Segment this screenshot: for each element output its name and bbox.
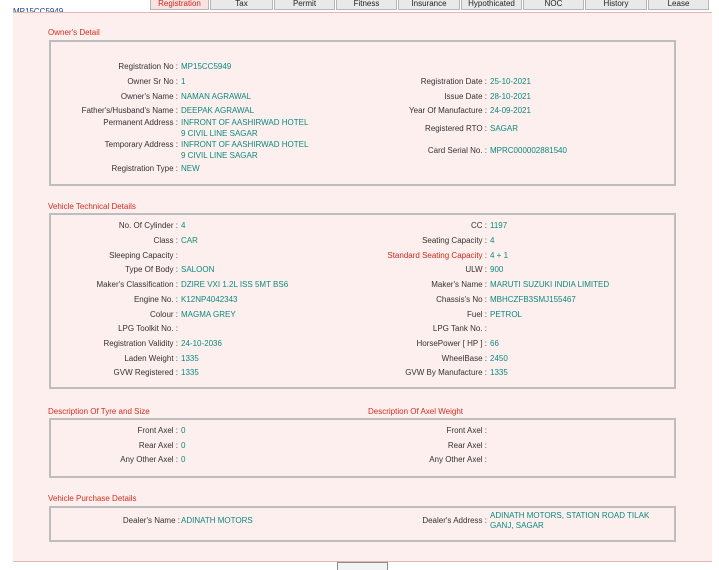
axel-field-label-0: Front Axel : [446, 426, 487, 435]
axel-field-label-2: Any Other Axel : [429, 455, 487, 464]
tech-field-value-8: 24-10-2036 [181, 339, 222, 348]
tech-field-label-5: Engine No. : [133, 295, 178, 304]
owner-field-right-value-4: MPRC000002881540 [490, 146, 567, 155]
tech-field-right-label-6: Fuel : [466, 310, 487, 319]
owner-field-value-4: INFRONT OF AASHIRWAD HOTEL [181, 118, 309, 127]
tech-field-right-value-6: PETROL [490, 310, 523, 319]
tech-field-right-label-0: CC : [471, 221, 487, 230]
tab-hypothicated[interactable]: Hypothicated [461, 0, 522, 10]
tech-field-right-value-5: MBHCZFB3SMJ155467 [490, 295, 576, 304]
owner-field-value-6: NEW [181, 164, 200, 173]
tech-field-right-label-4: Maker's Name : [431, 280, 487, 289]
tab-registration[interactable]: Registration [150, 0, 209, 10]
tech-field-right-label-5: Chassis's No : [436, 295, 487, 304]
dealer-name-value: ADINATH MOTORS [181, 516, 253, 525]
owner-field-value-2: NAMAN AGRAWAL [181, 92, 252, 101]
tech-field-label-6: Colour : [149, 310, 178, 319]
tab-noc[interactable]: NOC [523, 0, 584, 10]
tech-field-label-10: GVW Registered : [113, 368, 178, 377]
tech-field-label-1: Class : [153, 236, 178, 245]
owner-field-right-value-3: SAGAR [490, 124, 519, 133]
tech-field-value-3: SALOON [181, 265, 215, 274]
axel-weight-section-title: Description Of Axel Weight [368, 407, 464, 416]
dealer-address-label: Dealer's Address : [422, 516, 487, 525]
tech-field-right-label-3: ULW : [465, 265, 487, 274]
owner-field-value-3: DEEPAK AGRAWAL [181, 106, 255, 115]
tab-bar [150, 0, 710, 10]
tyre-field-value-0: 0 [181, 426, 186, 435]
tyre-field-value-1: 0 [181, 441, 186, 450]
tech-field-right-value-1: 4 [490, 236, 495, 245]
tech-field-right-label-1: Seating Capacity : [422, 236, 487, 245]
tab-fitness[interactable]: Fitness [336, 0, 397, 10]
owner-field-right-label-2: Year Of Manufacture : [409, 106, 487, 115]
owner-field-label-2: Owner's Name : [120, 92, 178, 101]
tyre-field-label-0: Front Axel : [137, 426, 178, 435]
bottom-action-button[interactable] [337, 562, 388, 570]
technical-section-title: Vehicle Technical Details [48, 202, 136, 211]
tech-field-value-4: DZIRE VXI 1.2L ISS 5MT BS6 [181, 280, 289, 289]
dealer-address-line-2: GANJ, SAGAR [490, 521, 544, 530]
tech-field-label-2: Sleeping Capacity : [109, 251, 178, 260]
tech-field-value-10: 1335 [181, 368, 199, 377]
tab-lease[interactable]: Lease [648, 0, 709, 10]
tech-field-right-value-9: 2450 [490, 354, 508, 363]
tech-field-value-6: MAGMA GREY [181, 310, 236, 319]
tech-field-right-label-8: HorsePower [ HP ] : [416, 339, 487, 348]
owner-field-right-value-2: 24-09-2021 [490, 106, 531, 115]
tyre-section-title: Description Of Tyre and Size [48, 407, 150, 416]
tech-field-right-label-2: Standard Seating Capacity : [387, 251, 487, 260]
owner-field-label-1: Owner Sr No : [127, 77, 178, 86]
owner-field-value-line2-5: 9 CIVIL LINE SAGAR [181, 151, 258, 160]
owner-field-right-value-0: 25-10-2021 [490, 77, 531, 86]
owner-field-label-5: Temporary Address : [104, 140, 178, 149]
owner-field-value-5: INFRONT OF AASHIRWAD HOTEL [181, 140, 309, 149]
tech-field-right-value-8: 66 [490, 339, 499, 348]
owner-section-title: Owner's Detail [48, 28, 100, 37]
tech-field-value-5: K12NP4042343 [181, 295, 238, 304]
tech-field-right-value-4: MARUTI SUZUKI INDIA LIMITED [490, 280, 610, 289]
tech-field-label-3: Type Of Body : [125, 265, 178, 274]
tech-field-right-value-2: 4 + 1 [490, 251, 509, 260]
owner-field-label-6: Registration Type : [111, 164, 178, 173]
tech-field-label-9: Laden Weight : [124, 354, 178, 363]
tyre-field-label-1: Rear Axel : [138, 441, 178, 450]
dealer-name-label: Dealer's Name : [122, 516, 180, 525]
tab-history[interactable]: History [585, 0, 647, 10]
tech-field-right-label-9: WheelBase : [441, 354, 487, 363]
owner-field-right-value-1: 28-10-2021 [490, 92, 531, 101]
tech-field-label-8: Registration Validity : [103, 339, 178, 348]
tech-field-right-value-10: 1335 [490, 368, 508, 377]
purchase-section-title: Vehicle Purchase Details [48, 494, 137, 503]
tech-field-label-0: No. Of Cylinder : [118, 221, 178, 230]
owner-field-value-line2-4: 9 CIVIL LINE SAGAR [181, 129, 258, 138]
owner-field-right-label-0: Registration Date : [420, 77, 487, 86]
tech-field-value-9: 1335 [181, 354, 199, 363]
tyre-field-label-2: Any Other Axel : [120, 455, 178, 464]
tech-field-right-value-3: 900 [490, 265, 504, 274]
tab-permit[interactable]: Permit [274, 0, 335, 10]
tech-field-value-0: 4 [181, 221, 186, 230]
owner-field-label-3: Father's/Husband's Name : [81, 106, 178, 115]
dealer-address-line-1: ADINATH MOTORS, STATION ROAD TILAK [490, 511, 650, 520]
owner-field-value-1: 1 [181, 77, 186, 86]
owner-field-label-4: Permanent Address : [103, 118, 178, 127]
tech-field-value-1: CAR [181, 236, 198, 245]
tyre-field-value-2: 0 [181, 455, 186, 464]
owner-field-right-label-4: Card Serial No. : [427, 146, 487, 155]
owner-field-right-label-1: Issue Date : [444, 92, 487, 101]
tab-tax[interactable]: Tax [210, 0, 273, 10]
axel-field-label-1: Rear Axel : [447, 441, 487, 450]
tech-field-right-value-0: 1197 [490, 221, 508, 230]
tech-field-right-label-7: LPG Tank No. : [432, 324, 487, 333]
owner-field-value-0: MP15CC5949 [181, 62, 232, 71]
tab-insurance[interactable]: Insurance [398, 0, 460, 10]
tech-field-label-4: Maker's Classification : [96, 280, 178, 289]
tech-field-label-7: LPG Toolkit No. : [118, 324, 178, 333]
owner-field-label-0: Registration No : [118, 62, 178, 71]
tech-field-right-label-10: GVW By Manufacture : [405, 368, 487, 377]
owner-field-right-label-3: Registered RTO : [425, 124, 487, 133]
